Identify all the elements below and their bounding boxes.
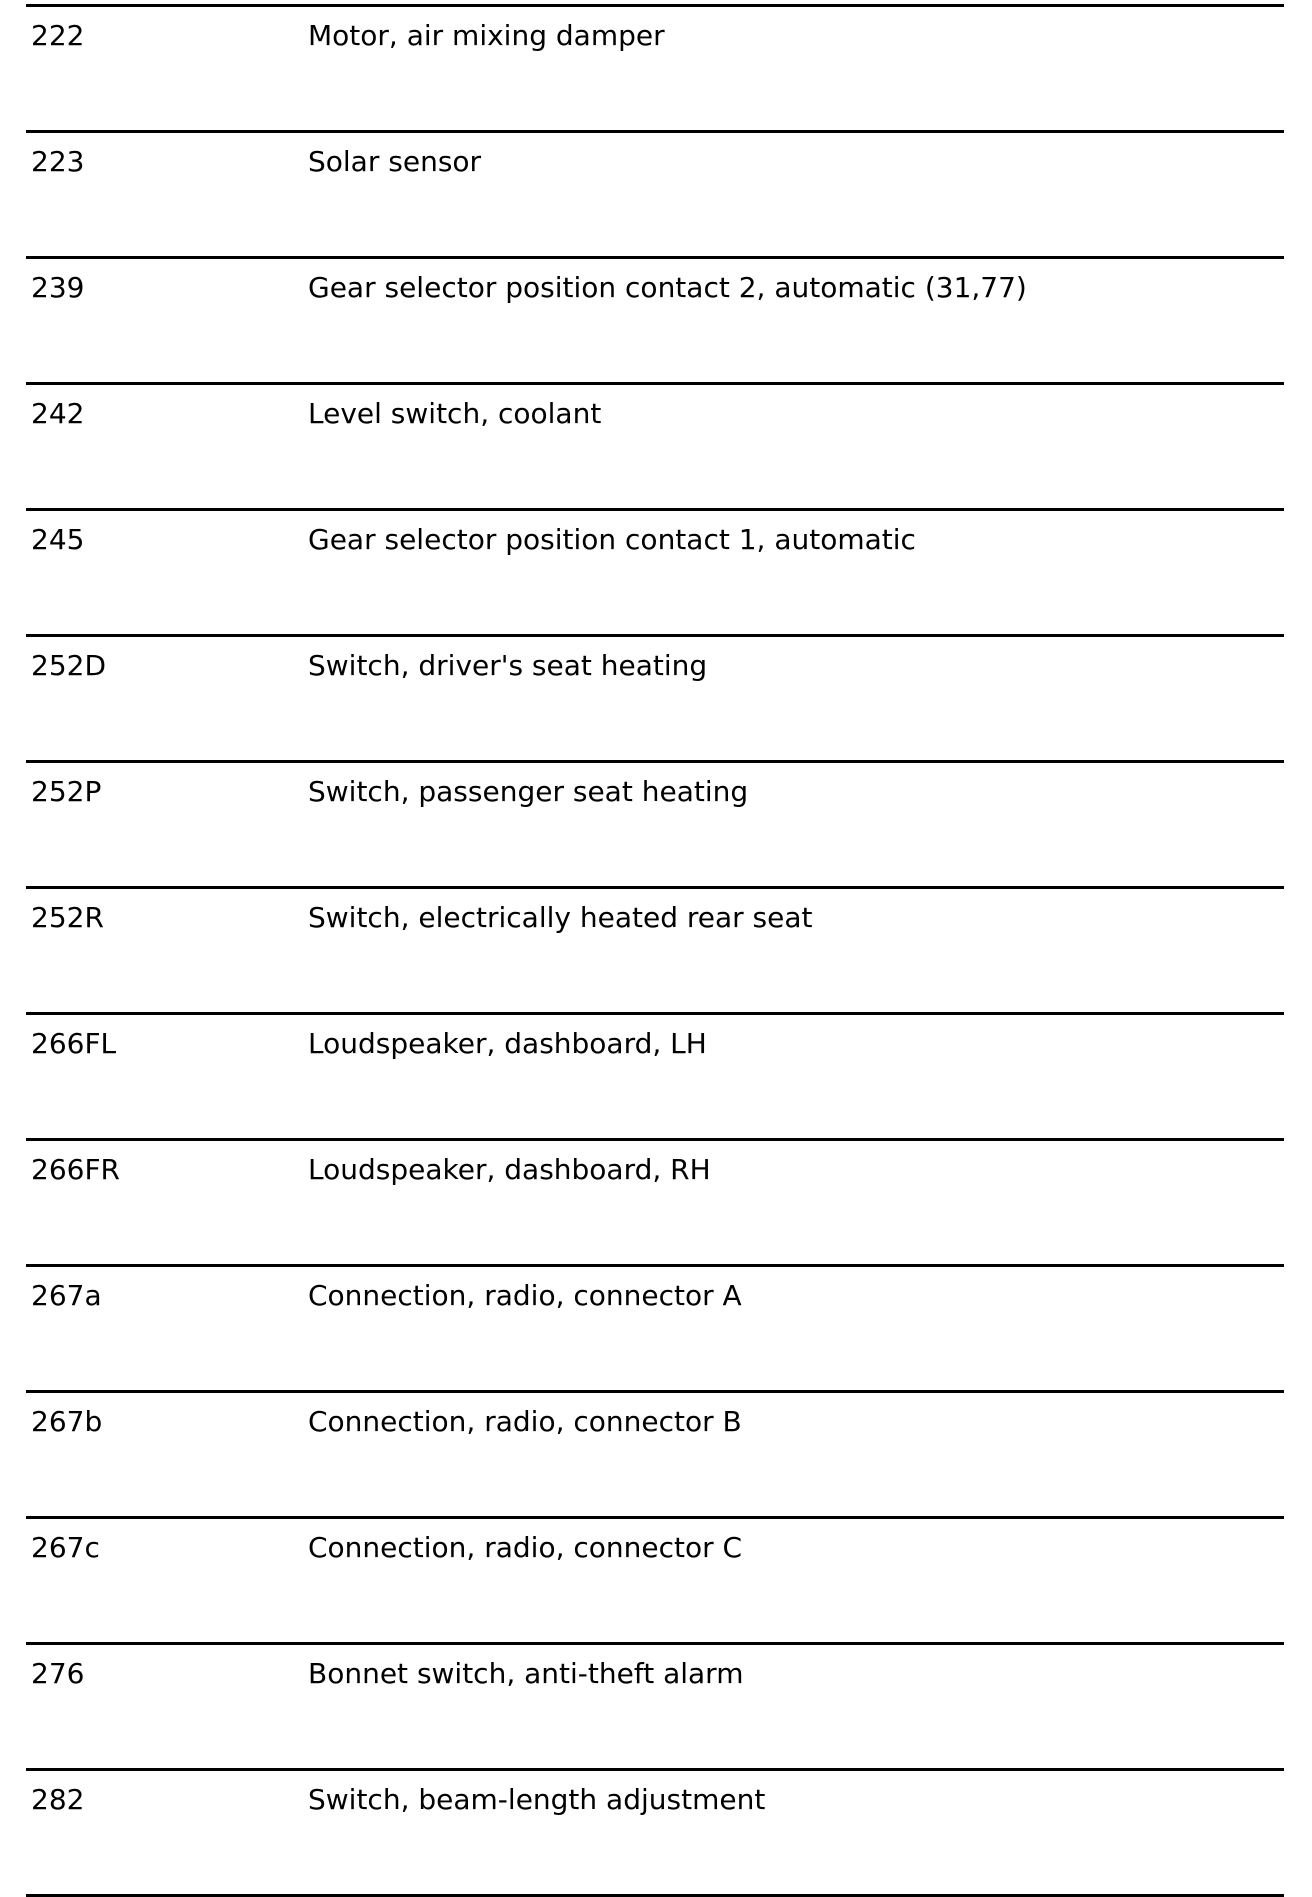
- table-row: [26, 1012, 1284, 1138]
- component-description: Level switch, coolant: [308, 397, 602, 430]
- component-description: Loudspeaker, dashboard, RH: [308, 1153, 711, 1186]
- table-row: [26, 1264, 1284, 1390]
- table-row: [26, 382, 1284, 508]
- component-description: Loudspeaker, dashboard, LH: [308, 1027, 707, 1060]
- table-row: [26, 760, 1284, 886]
- component-description: Motor, air mixing damper: [308, 19, 665, 52]
- table-row: [26, 4, 1284, 130]
- component-code: 239: [31, 271, 85, 304]
- table-row: [26, 886, 1284, 1012]
- table-row: [26, 130, 1284, 256]
- component-code: 266FL: [31, 1027, 117, 1060]
- component-code: 252P: [31, 775, 102, 808]
- component-code: 282: [31, 1783, 85, 1816]
- table-row: [26, 1390, 1284, 1516]
- component-code: 267a: [31, 1279, 102, 1312]
- component-description: Connection, radio, connector A: [308, 1279, 742, 1312]
- table-row: [26, 1642, 1284, 1768]
- component-code: 276: [31, 1657, 85, 1690]
- component-description: Gear selector position contact 2, automatic (31,77): [308, 271, 1027, 304]
- component-code: 267b: [31, 1405, 103, 1438]
- component-description: Switch, electrically heated rear seat: [308, 901, 813, 934]
- component-description: Connection, radio, connector C: [308, 1531, 743, 1564]
- component-description: Connection, radio, connector B: [308, 1405, 742, 1438]
- table-row: [26, 634, 1284, 760]
- component-code: 252R: [31, 901, 104, 934]
- component-code: 242: [31, 397, 85, 430]
- table-row: [26, 1138, 1284, 1264]
- component-description: Gear selector position contact 1, automatic: [308, 523, 916, 556]
- table-row: [26, 1768, 1284, 1894]
- component-code: 266FR: [31, 1153, 121, 1186]
- table-row: [26, 256, 1284, 382]
- component-code: 223: [31, 145, 85, 178]
- component-description: Solar sensor: [308, 145, 482, 178]
- component-description: Switch, passenger seat heating: [308, 775, 749, 808]
- component-table: [26, 4, 1284, 1897]
- component-code: 222: [31, 19, 85, 52]
- table-row: [26, 508, 1284, 634]
- component-description: Switch, driver's seat heating: [308, 649, 708, 682]
- table-row: [26, 1516, 1284, 1642]
- component-description: Bonnet switch, anti-theft alarm: [308, 1657, 744, 1690]
- component-code: 252D: [31, 649, 107, 682]
- component-code: 267c: [31, 1531, 100, 1564]
- component-code: 245: [31, 523, 85, 556]
- component-description: Switch, beam-length adjustment: [308, 1783, 766, 1816]
